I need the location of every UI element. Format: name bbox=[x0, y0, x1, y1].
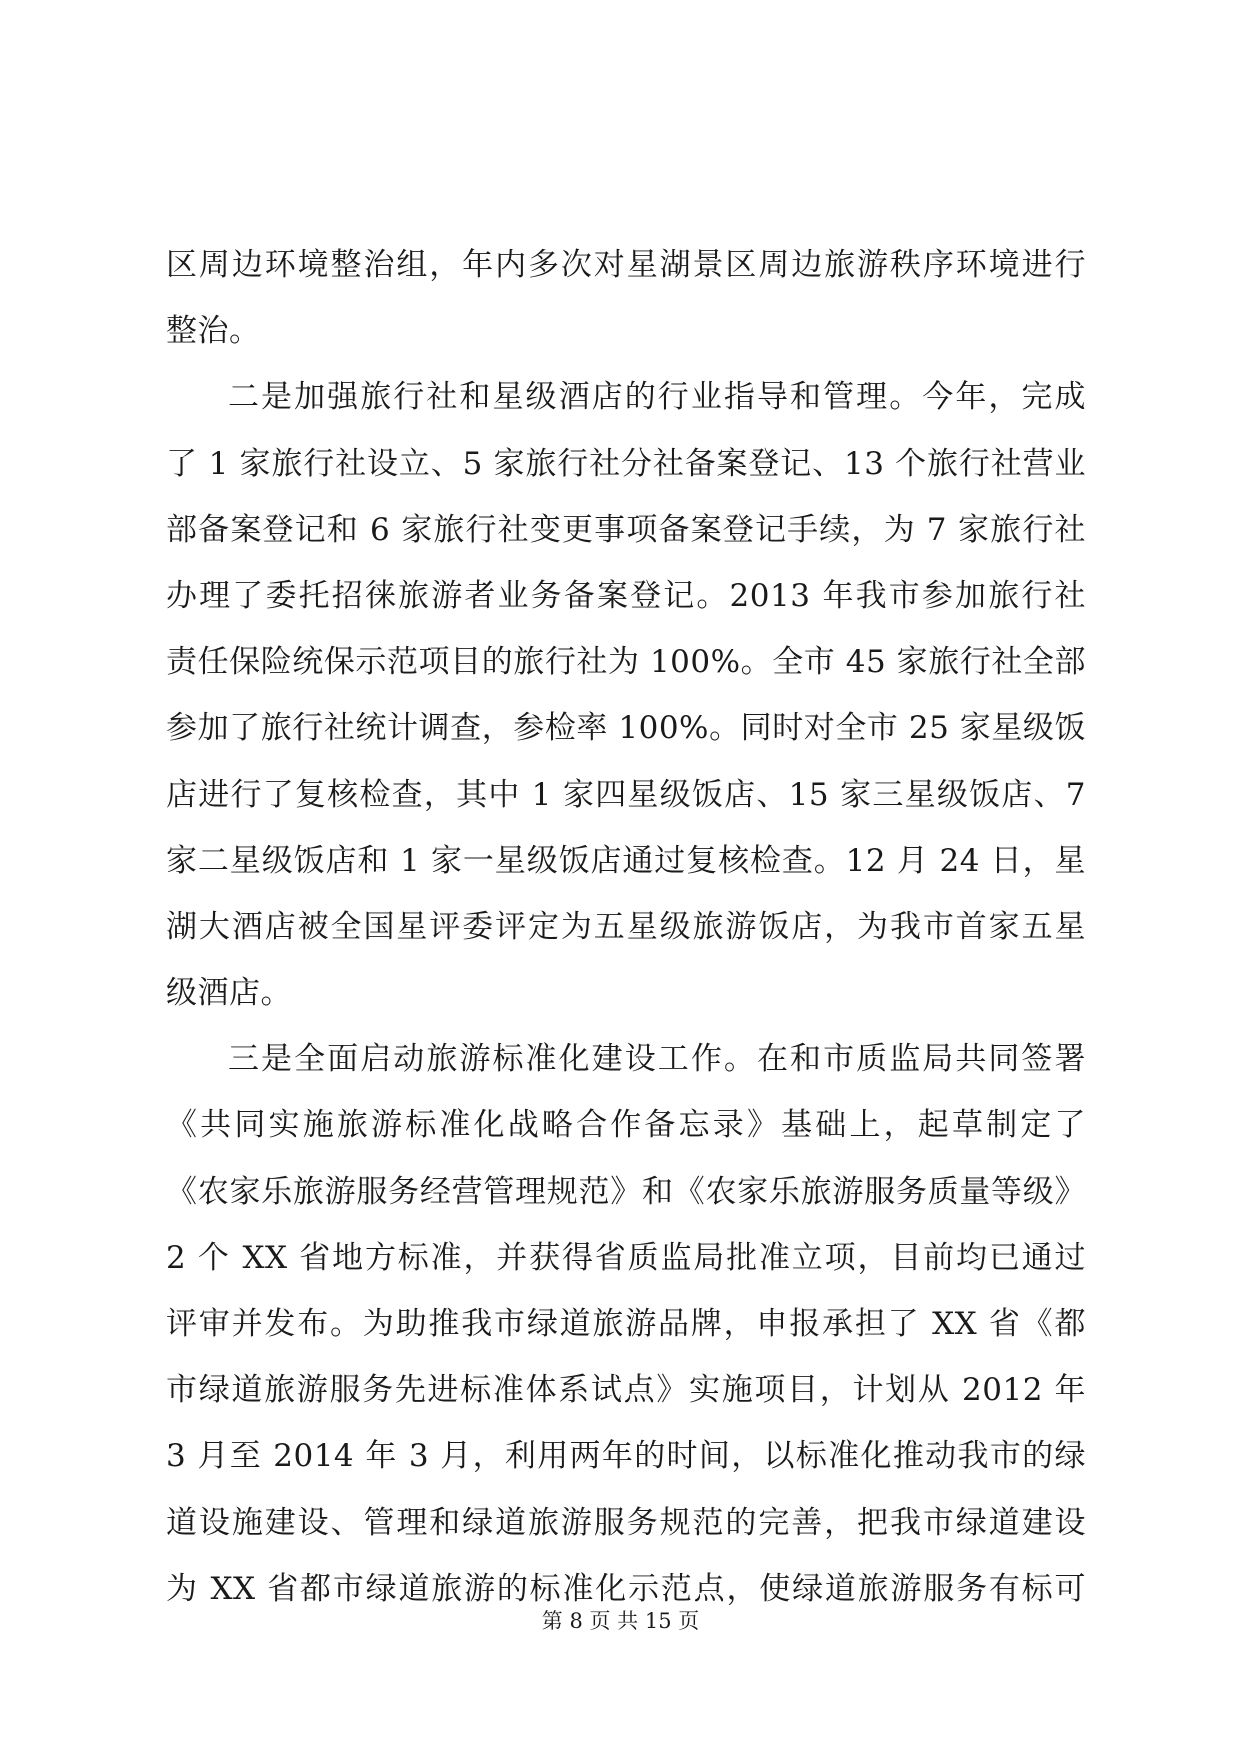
text-line: 整治。 bbox=[166, 313, 261, 350]
text-line: 3 月至 2014 年 3 月，利用两年的时间，以标准化推动我市的绿 bbox=[166, 1438, 1086, 1475]
text-line: 市绿道旅游服务先进标准体系试点》实施项目，计划从 2012 年 bbox=[166, 1372, 1086, 1409]
text-line: 家二星级饭店和 1 家一星级饭店通过复核检查。12 月 24 日，星 bbox=[166, 842, 1086, 879]
page-footer bbox=[0, 1606, 1241, 1636]
body-text bbox=[166, 232, 1086, 1622]
text-line: 店进行了复核检查，其中 1 家四星级饭店、15 家三星级饭店、7 bbox=[166, 776, 1086, 813]
text-line: 了 1 家旅行社设立、5 家旅行社分社备案登记、13 个旅行社营业 bbox=[166, 445, 1086, 482]
text-line: 评审并发布。为助推我市绿道旅游品牌，申报承担了 XX 省《都 bbox=[166, 1306, 1086, 1342]
text-line: 区周边环境整治组，年内多次对星湖景区周边旅游秩序环境进行 bbox=[166, 247, 1086, 283]
text-line: 《共同实施旅游标准化战略合作备忘录》基础上，起草制定了 bbox=[166, 1107, 1086, 1144]
text-line: 部备案登记和 6 家旅行社变更事项备案登记手续，为 7 家旅行社 bbox=[166, 511, 1086, 548]
text-line: 责任保险统保示范项目的旅行社为 100%。全市 45 家旅行社全部 bbox=[166, 644, 1086, 681]
paragraph-start-line: 二是加强旅行社和星级酒店的行业指导和管理。今年，完成 bbox=[228, 379, 1086, 416]
text-line: 为 XX 省都市绿道旅游的标准化示范点，使绿道旅游服务有标可 bbox=[166, 1570, 1086, 1607]
text-line: 湖大酒店被全国星评委评定为五星级旅游饭店，为我市首家五星 bbox=[166, 908, 1086, 945]
page-number: 第 8 页 共 15 页 bbox=[541, 1609, 700, 1633]
text-line: 道设施建设、管理和绿道旅游服务规范的完善，把我市绿道建设 bbox=[166, 1504, 1086, 1541]
text-line: 参加了旅行社统计调查，参检率 100%。同时对全市 25 家星级饭 bbox=[166, 710, 1086, 747]
text-line: 2 个 XX 省地方标准，并获得省质监局批准立项，目前均已通过 bbox=[166, 1239, 1086, 1276]
text-line: 级酒店。 bbox=[166, 975, 292, 1012]
text-line: 办理了委托招徕旅游者业务备案登记。2013 年我市参加旅行社 bbox=[166, 577, 1086, 614]
text-line: 《农家乐旅游服务经营管理规范》和《农家乐旅游服务质量等级》 bbox=[166, 1173, 1086, 1210]
paragraph-start-line: 三是全面启动旅游标准化建设工作。在和市质监局共同签署 bbox=[228, 1041, 1086, 1078]
